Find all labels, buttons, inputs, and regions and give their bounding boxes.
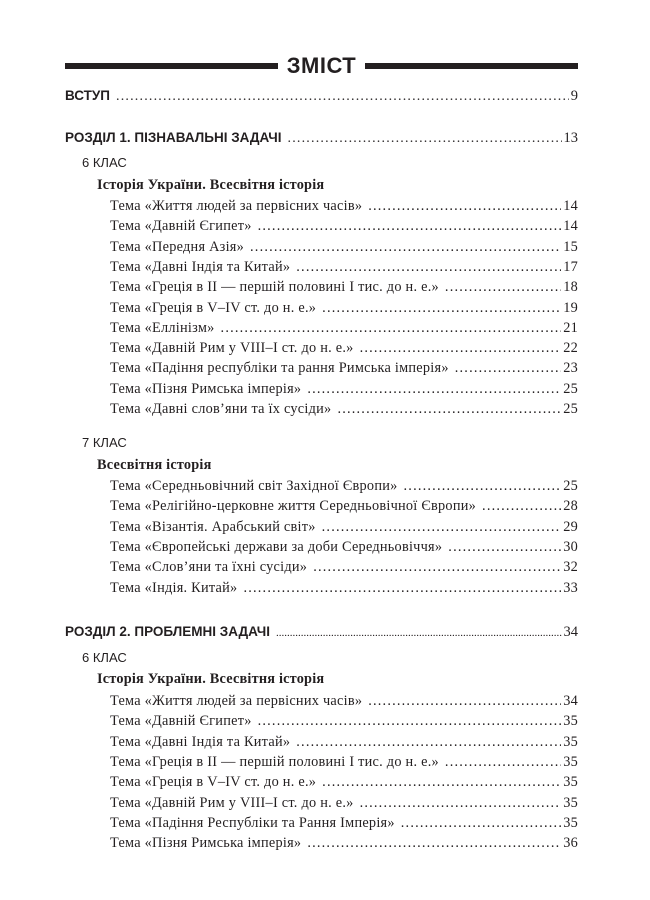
entry-title: РОЗДІЛ 2. ПРОБЛЕМНІ ЗАДАЧІ <box>65 624 271 639</box>
subject-heading: Всесвітня історія <box>97 457 212 473</box>
entry-title: Тема «Греція в II — першій половині I тис. до н. е.» <box>110 279 439 295</box>
toc-topic-entry[interactable] <box>110 773 578 791</box>
page-number: 35 <box>563 713 578 729</box>
toc-topic-entry[interactable] <box>110 319 578 337</box>
entry-title: Тема «Падіння республіки та рання Римська імперія» <box>110 360 449 376</box>
toc-topic-entry[interactable] <box>110 518 578 536</box>
class-heading: 7 КЛАС <box>82 435 127 450</box>
toc-topic-entry[interactable] <box>110 359 578 377</box>
toc-topic-entry[interactable] <box>110 558 578 576</box>
entry-title: Тема «Життя людей за первісних часів» <box>110 693 363 709</box>
page-number: 35 <box>563 754 578 770</box>
entry-title: Тема «Середньовічний світ Західної Європи» <box>110 478 398 494</box>
leader-dots <box>404 477 562 495</box>
entry-title: Тема «Давній Єгипет» <box>110 713 252 729</box>
page-number: 32 <box>563 559 578 575</box>
toc-topic-entry[interactable] <box>110 712 578 730</box>
entry-title: Тема «Падіння Республіки та Рання Імперія» <box>110 815 395 831</box>
subject-heading: Історія України. Всесвітня історія <box>97 671 325 687</box>
entry-title: Тема «Пізня Римська імперія» <box>110 381 302 397</box>
entry-title: Тема «Давні Індія та Китай» <box>110 734 291 750</box>
entry-title: Тема «Давній Рим у VIII–I ст. до н. е.» <box>110 340 354 356</box>
page-number: 13 <box>563 130 578 146</box>
toc-topic-entry[interactable] <box>110 814 578 832</box>
leader-dots <box>368 197 561 215</box>
page-number: 25 <box>563 478 578 494</box>
entry-title: Тема «Давній Єгипет» <box>110 218 252 234</box>
toc-entry-intro[interactable] <box>65 87 578 105</box>
page-number: 35 <box>563 815 578 831</box>
leader-dots <box>296 733 561 751</box>
page-number: 25 <box>563 381 578 397</box>
toc-topic-entry[interactable] <box>110 834 578 852</box>
toc-section-entry[interactable] <box>65 623 578 641</box>
header-rule-left <box>65 63 278 69</box>
page-number: 25 <box>563 401 578 417</box>
leader-dots <box>243 579 561 597</box>
leader-dots <box>250 238 561 256</box>
toc-topic-entry[interactable] <box>110 258 578 276</box>
page-number: 15 <box>563 239 578 255</box>
leader-dots <box>337 400 561 418</box>
page-number: 35 <box>563 774 578 790</box>
page-number: 9 <box>570 88 578 104</box>
toc-topic-entry[interactable] <box>110 380 578 398</box>
toc-topic-entry[interactable] <box>110 197 578 215</box>
leader-dots <box>116 88 569 106</box>
page-number: 34 <box>563 693 578 709</box>
leader-dots <box>307 834 561 852</box>
page-number: 14 <box>563 198 578 214</box>
entry-title: Тема «Слов’яни та їхні сусіди» <box>110 559 308 575</box>
toc-topic-entry[interactable] <box>110 477 578 495</box>
page-number: 36 <box>563 835 578 851</box>
toc-topic-entry[interactable] <box>110 497 578 515</box>
toc-topic-entry[interactable] <box>110 753 578 771</box>
entry-title: Тема «Греція в II — першій половині I тис. до н. е.» <box>110 754 439 770</box>
entry-title: Тема «Давні Індія та Китай» <box>110 259 291 275</box>
leader-dots <box>322 299 561 317</box>
leader-dots <box>221 319 562 337</box>
header-rule-right <box>365 63 578 69</box>
page-number: 14 <box>563 218 578 234</box>
subject-heading: Історія України. Всесвітня історія <box>97 177 325 193</box>
class-heading: 6 КЛАС <box>82 155 127 170</box>
leader-dots <box>360 794 562 812</box>
entry-title: Тема «Давній Рим у VIII–I ст. до н. е.» <box>110 795 354 811</box>
toc-topic-entry[interactable] <box>110 733 578 751</box>
toc-topic-entry[interactable] <box>110 538 578 556</box>
entry-title: Тема «Релігійно-церковне життя Середньовічної Європи» <box>110 498 477 514</box>
toc-topic-entry[interactable] <box>110 692 578 710</box>
toc-topic-entry[interactable] <box>110 579 578 597</box>
toc-topic-entry[interactable] <box>110 794 578 812</box>
leader-dots <box>445 753 561 771</box>
entry-title: Тема «Пізня Римська імперія» <box>110 835 302 851</box>
page-number: 21 <box>563 320 578 336</box>
toc-header <box>65 52 578 80</box>
page-number: 34 <box>563 624 578 640</box>
entry-title: Тема «Передня Азія» <box>110 239 245 255</box>
class-heading: 6 КЛАС <box>82 650 127 665</box>
entry-title: ВСТУП <box>65 88 110 103</box>
leader-dots <box>482 497 561 515</box>
entry-title: Тема «Греція в V–IV ст. до н. е.» <box>110 774 317 790</box>
leader-dots <box>448 538 561 556</box>
page-number: 23 <box>563 360 578 376</box>
leader-dots <box>313 558 561 576</box>
leader-dots <box>288 130 562 148</box>
toc-section-entry[interactable] <box>65 129 578 147</box>
toc-topic-entry[interactable] <box>110 400 578 418</box>
entry-title: Тема «Греція в V–IV ст. до н. е.» <box>110 300 317 316</box>
page-number: 29 <box>563 519 578 535</box>
page-number: 28 <box>563 498 578 514</box>
entry-title: Тема «Європейські держави за доби Середньовіччя» <box>110 539 443 555</box>
toc-topic-entry[interactable] <box>110 339 578 357</box>
leader-dots <box>307 380 561 398</box>
page-number: 18 <box>563 279 578 295</box>
leader-dots <box>401 814 561 832</box>
page-number: 35 <box>563 734 578 750</box>
toc-topic-entry[interactable] <box>110 299 578 317</box>
entry-title: Тема «Візантія. Арабський світ» <box>110 519 316 535</box>
leader-dots <box>322 773 561 791</box>
leader-dots <box>360 339 562 357</box>
page-number: 35 <box>563 795 578 811</box>
entry-title: Тема «Еллінізм» <box>110 320 215 336</box>
page-number: 17 <box>563 259 578 275</box>
leader-dots <box>276 624 561 642</box>
page-title: ЗМІСТ <box>286 53 357 78</box>
leader-dots <box>368 692 561 710</box>
entry-title: РОЗДІЛ 1. ПІЗНАВАЛЬНІ ЗАДАЧІ <box>65 130 282 145</box>
toc-topic-entry[interactable] <box>110 238 578 256</box>
entry-title: Тема «Індія. Китай» <box>110 580 238 596</box>
page-number: 22 <box>563 340 578 356</box>
leader-dots <box>455 359 561 377</box>
leader-dots <box>296 258 561 276</box>
page-number: 19 <box>563 300 578 316</box>
entry-title: Тема «Життя людей за первісних часів» <box>110 198 363 214</box>
page-number: 33 <box>563 580 578 596</box>
leader-dots <box>322 518 562 536</box>
toc-topic-entry[interactable] <box>110 217 578 235</box>
leader-dots <box>445 278 561 296</box>
toc-topic-entry[interactable] <box>110 278 578 296</box>
entry-title: Тема «Давні слов’яни та їх сусіди» <box>110 401 332 417</box>
leader-dots <box>258 217 562 235</box>
page-number: 30 <box>563 539 578 555</box>
leader-dots <box>258 712 562 730</box>
